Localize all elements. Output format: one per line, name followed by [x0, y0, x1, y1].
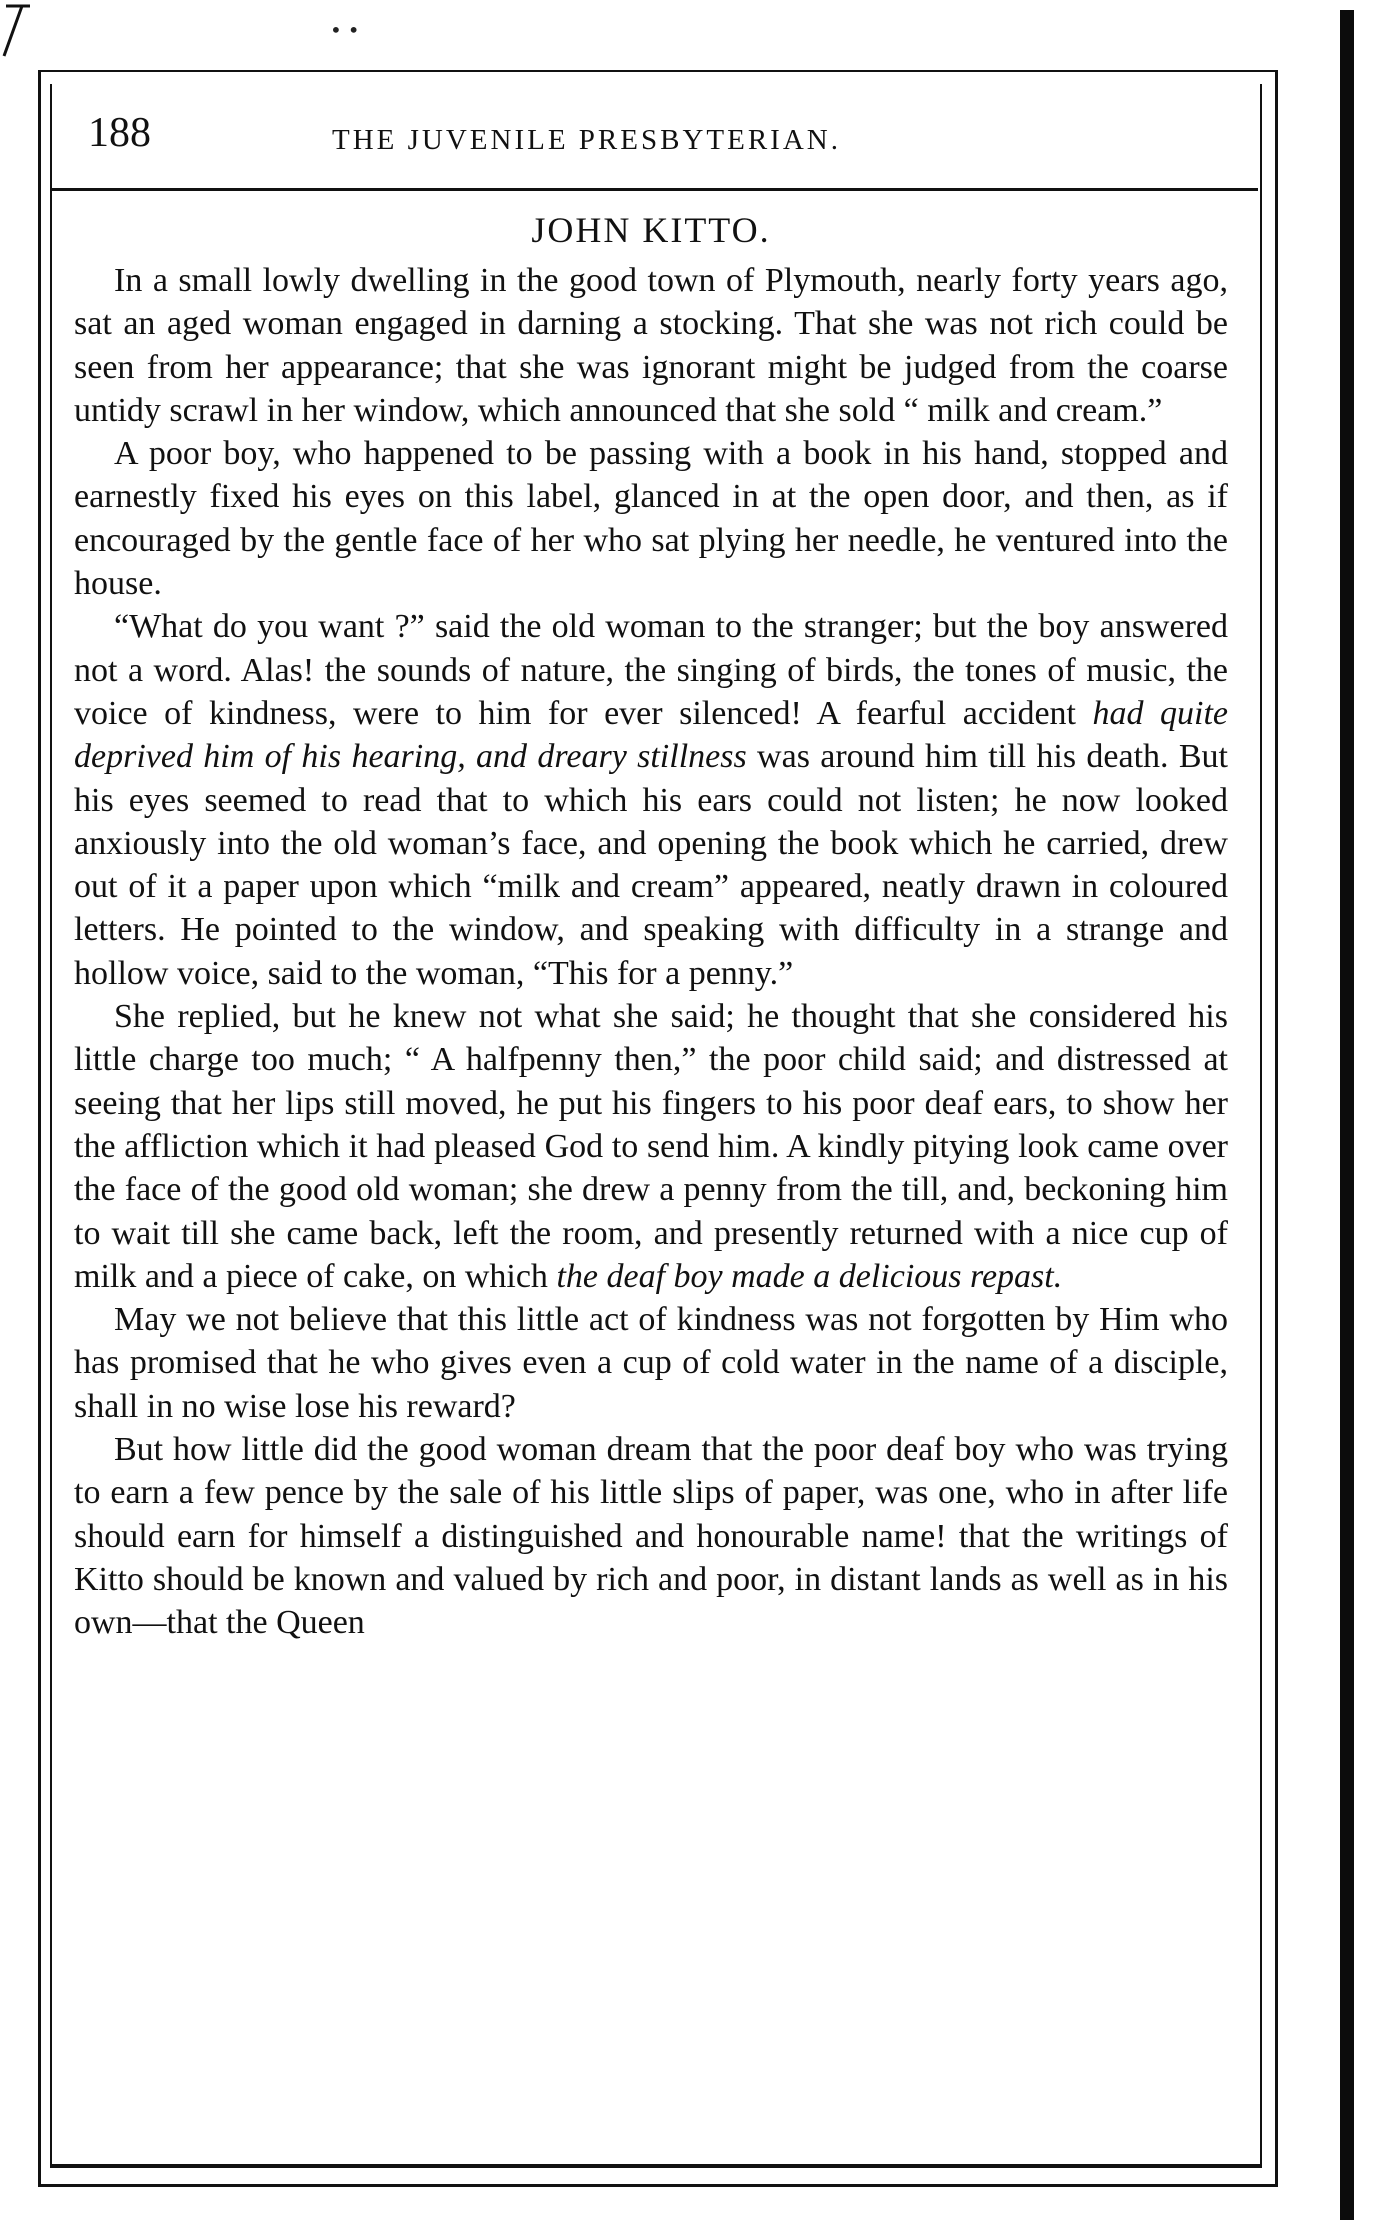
paragraph-4-text-a: She replied, but he knew not what she said; he thought that she considered his little charge too much; “ A halfpenny then,” the poor child said; and distressed at seeing that her lips still moved, he put his fingers to his poor deaf ears, to show her the affliction which it had pleased God to send him. A kindly pitying look came over the face of the good old woman; she drew a penny from the till, and, beckoning him to wait till she came back, left the room, and presently returned with a nice cup of milk and a piece of cake, on which: [74, 998, 1228, 1295]
paragraph-3-text-a: “What do you want ?” said the old woman to the stranger; but the boy answered not a word. Alas! the sounds of nature, the singing of birds, the tones of music, the voice of kindness, were to him for ever silenced! A fearful accident: [74, 608, 1228, 732]
paragraph-1: In a small lowly dwelling in the good town of Plymouth, nearly forty years ago, sat an aged woman engaged in darning a stocking. That she was not rich could be seen from her appearance; that she was ignorant might be judged from the coarse untidy scrawl in her window, which announced that she sold “ milk and cream.”: [74, 262, 1228, 429]
binding-edge-shadow: [1340, 10, 1354, 2220]
paragraph-4: [74, 995, 1228, 1298]
paragraph-3: [74, 605, 1228, 995]
paragraph-3-text-b: was around him till his death. But his eyes seemed to read that to which his ears could not listen; he now looked anxiously into the old woman’s face, and opening the book which he carried, drew out of it a paper upon which “milk and cream” appeared, neatly drawn in coloured letters. He pointed to the window, and speaking with difficulty in a strange and hollow voice, said to the woman, “This for a penny.”: [74, 738, 1228, 992]
ink-specks: ••: [330, 18, 366, 42]
paragraph-2: A poor boy, who happened to be passing with a book in his hand, stopped and earnestly fixed his eyes on this label, glanced in at the open door, and then, as if encouraged by the gentle face of her who sat plying her needle, he ventured into the house.: [74, 435, 1228, 603]
paragraph-6: But how little did the good woman dream that the poor deaf boy who was trying to earn a few pence by the sale of his little slips of paper, was one, who in after life should earn for himself a distinguished and honourable name! that the writings of Kitto should be known and valued by rich and poor, in distant lands as well as in his own—that the Queen: [74, 1431, 1228, 1642]
stray-pen-mark: [0, 0, 40, 60]
paragraph-4-italic: the deaf boy made a delicious repast.: [556, 1257, 1063, 1295]
paragraph-3-italic: had quite deprived him of his hearing, and dreary stillness: [74, 694, 1228, 776]
page-number: 188: [88, 110, 151, 156]
article: [74, 205, 1228, 1645]
journal-title: THE JUVENILE PRESBYTERIAN.: [332, 124, 841, 156]
running-header: [70, 105, 1250, 165]
paragraph-5: May we not believe that this little act of kindness was not forgotten by Him who has promised that he who gives even a cup of cold water in the name of a disciple, shall in no wise lose his reward?: [74, 1301, 1228, 1425]
article-title: JOHN KITTO.: [531, 210, 771, 250]
header-rule: [52, 188, 1258, 191]
bottom-rule: [50, 2166, 1262, 2168]
